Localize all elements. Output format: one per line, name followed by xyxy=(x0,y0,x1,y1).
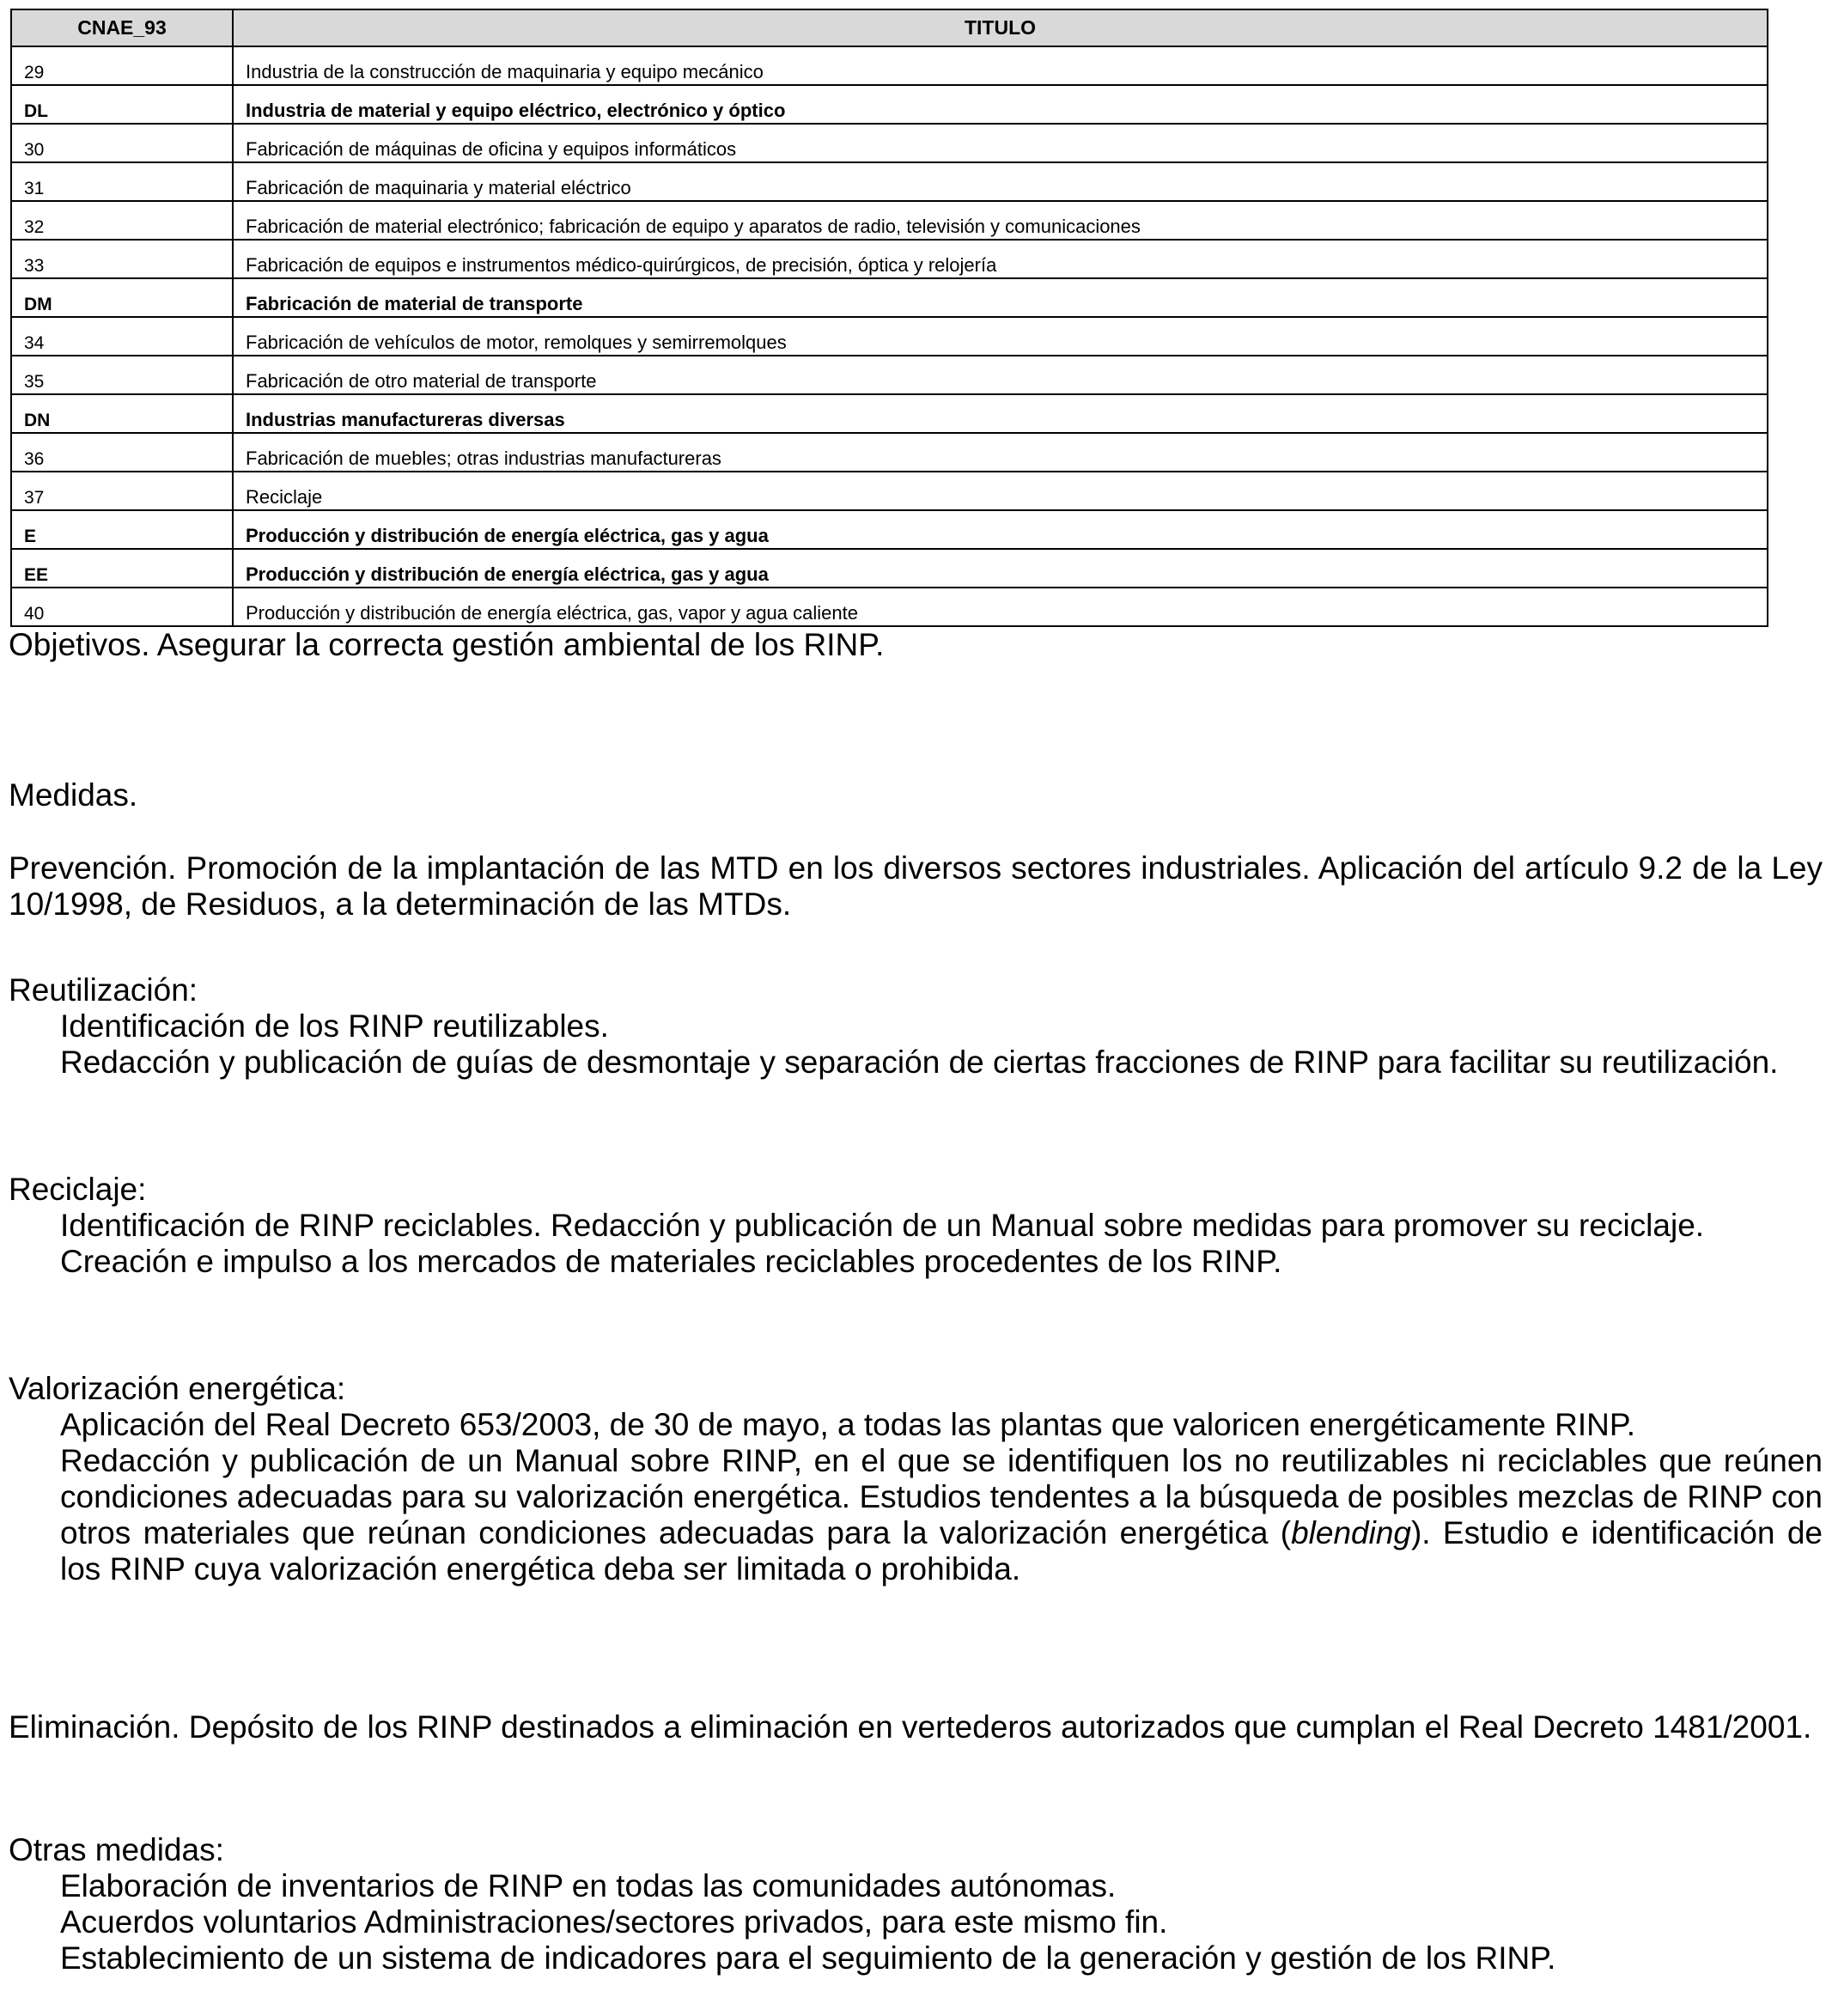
cnae-code-cell: 40 xyxy=(11,588,233,626)
reciclaje-item: Identificación de RINP reciclables. Redacción y publicación de un Manual sobre medidas para promover su reciclaje. xyxy=(60,1208,1705,1243)
eliminacion-paragraph xyxy=(9,1709,1823,1745)
titulo-cell: Reciclaje xyxy=(233,472,1768,510)
table-row xyxy=(11,394,1768,433)
prevencion-paragraph xyxy=(9,850,1823,923)
medidas-heading xyxy=(9,777,1823,813)
titulo-cell: Fabricación de máquinas de oficina y equipos informáticos xyxy=(233,124,1768,162)
reutilizacion-item: Identificación de los RINP reutilizables. xyxy=(60,1008,609,1044)
objetivos-text: Objetivos. Asegurar la correcta gestión ambiental de los RINP. xyxy=(9,627,885,662)
objetivos-paragraph xyxy=(9,627,1823,663)
cnae-code-cell: 35 xyxy=(11,356,233,394)
blending-term: blending xyxy=(1291,1515,1411,1550)
otras-medidas-section xyxy=(9,1832,1823,1976)
titulo-cell: Fabricación de vehículos de motor, remolques y semirremolques xyxy=(233,317,1768,356)
titulo-cell: Fabricación de material de transporte xyxy=(233,278,1768,317)
table-row xyxy=(11,588,1768,626)
otras-medidas-item: Acuerdos voluntarios Administraciones/sectores privados, para este mismo fin. xyxy=(60,1904,1168,1940)
cnae-code-cell: DL xyxy=(11,85,233,124)
table-row xyxy=(11,162,1768,201)
cnae-code-cell: 37 xyxy=(11,472,233,510)
titulo-cell: Fabricación de equipos e instrumentos médico-quirúrgicos, de precisión, óptica y relojería xyxy=(233,240,1768,278)
cnae-code-cell: DM xyxy=(11,278,233,317)
reutilizacion-heading: Reutilización: xyxy=(9,972,198,1008)
table-row xyxy=(11,433,1768,472)
titulo-cell: Producción y distribución de energía eléctrica, gas, vapor y agua caliente xyxy=(233,588,1768,626)
otras-medidas-item: Establecimiento de un sistema de indicadores para el seguimiento de la generación y gestión de los RINP. xyxy=(60,1940,1556,1976)
table-row xyxy=(11,356,1768,394)
otras-medidas-item: Elaboración de inventarios de RINP en todas las comunidades autónomas. xyxy=(60,1868,1117,1903)
titulo-cell: Fabricación de maquinaria y material eléctrico xyxy=(233,162,1768,201)
titulo-cell: Industria de la construcción de maquinaria y equipo mecánico xyxy=(233,46,1768,85)
table-row xyxy=(11,317,1768,356)
titulo-cell: Producción y distribución de energía eléctrica, gas y agua xyxy=(233,510,1768,549)
reciclaje-section xyxy=(9,1172,1823,1280)
reutilizacion-section xyxy=(9,972,1823,1081)
column-header-titulo: TITULO xyxy=(233,9,1768,46)
cnae-code-cell: 36 xyxy=(11,433,233,472)
cnae-code-cell: 33 xyxy=(11,240,233,278)
table-row xyxy=(11,124,1768,162)
titulo-cell: Industria de material y equipo eléctrico, electrónico y óptico xyxy=(233,85,1768,124)
valorizacion-section xyxy=(9,1371,1823,1587)
table-row xyxy=(11,201,1768,240)
cnae-code-cell: 30 xyxy=(11,124,233,162)
cnae-code-cell: DN xyxy=(11,394,233,433)
table-row xyxy=(11,46,1768,85)
cnae-code-cell: 29 xyxy=(11,46,233,85)
otras-medidas-heading: Otras medidas: xyxy=(9,1832,224,1867)
table-row xyxy=(11,549,1768,588)
eliminacion-text: Eliminación. Depósito de los RINP destinados a eliminación en vertederos autorizados que cumplan el Real Decreto 1481/2001. xyxy=(9,1709,1812,1745)
reutilizacion-item: Redacción y publicación de guías de desmontaje y separación de ciertas fracciones de RINP para facilitar su reutilización. xyxy=(60,1045,1779,1080)
cnae-code-cell: 32 xyxy=(11,201,233,240)
table-row xyxy=(11,240,1768,278)
cnae-code-cell: EE xyxy=(11,549,233,588)
table-body xyxy=(11,46,1768,626)
titulo-cell: Fabricación de otro material de transporte xyxy=(233,356,1768,394)
table-row xyxy=(11,472,1768,510)
reciclaje-item: Creación e impulso a los mercados de materiales reciclables procedentes de los RINP. xyxy=(60,1244,1282,1279)
titulo-cell: Industrias manufactureras diversas xyxy=(233,394,1768,433)
cnae-code-cell: 31 xyxy=(11,162,233,201)
valorizacion-item-text: ). Estudio e identificación de los RINP cuya valorización energética deba ser limitada o prohibida. xyxy=(60,1515,1823,1587)
prevencion-text: Prevención. Promoción de la implantación de las MTD en los diversos sectores industriales. Aplicación del artículo 9.2 de la Ley 10/1998, de Residuos, a la determinación de las MTDs. xyxy=(9,850,1823,922)
table-row xyxy=(11,510,1768,549)
reciclaje-heading: Reciclaje: xyxy=(9,1172,147,1207)
table-row xyxy=(11,278,1768,317)
titulo-cell: Fabricación de material electrónico; fabricación de equipo y aparatos de radio, televisión y comunicaciones xyxy=(233,201,1768,240)
cnae-code-cell: E xyxy=(11,510,233,549)
titulo-cell: Fabricación de muebles; otras industrias manufactureras xyxy=(233,433,1768,472)
valorizacion-item xyxy=(9,1443,1823,1587)
column-header-cnae: CNAE_93 xyxy=(11,9,233,46)
table-header-row xyxy=(11,9,1768,46)
titulo-cell: Producción y distribución de energía eléctrica, gas y agua xyxy=(233,549,1768,588)
valorizacion-heading: Valorización energética: xyxy=(9,1371,346,1406)
cnae-table xyxy=(10,9,1768,627)
cnae-code-cell: 34 xyxy=(11,317,233,356)
medidas-text: Medidas. xyxy=(9,777,138,813)
table-row xyxy=(11,85,1768,124)
valorizacion-item: Aplicación del Real Decreto 653/2003, de 30 de mayo, a todas las plantas que valoricen energéticamente RINP. xyxy=(60,1407,1636,1442)
valorizacion-item-text: Redacción y publicación de un Manual sobre RINP, en el que se identifiquen los no reutilizables ni reciclables que reúnen condiciones adecuadas para su valorización energética. Estudios tendentes a la búsqueda de posibles mezclas de RINP con otros materiales que reúnan condiciones adecuadas para la valorización energética ( xyxy=(60,1443,1823,1550)
